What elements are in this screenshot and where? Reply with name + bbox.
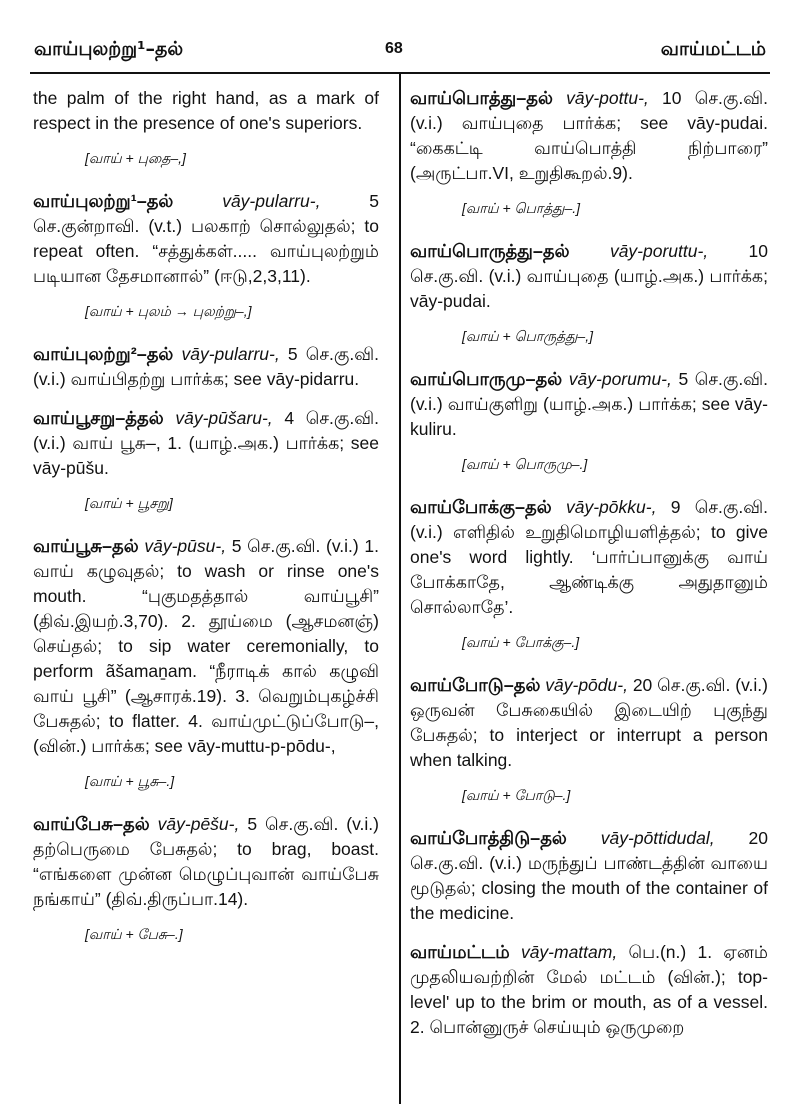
entry-definition: 5 செ.கு.வி. (v.i.) வாய்குளிறு (யாழ்.அக.) பார்க்க; see vāy-kuliru. [410, 369, 768, 439]
entry-headword: வாய்புலற்று¹–தல் [33, 191, 174, 211]
entry-romanization: vāy-pōkku-, [566, 497, 657, 517]
dictionary-entry [410, 673, 768, 773]
entry-definition: 10 செ.கு.வி. (v.i.) வாய்புதை (யாழ்.அக.) பார்க்க; vāy-pudai. [410, 241, 768, 311]
entry-romanization: vāy-pēšu-, [157, 814, 240, 834]
dictionary-entry [410, 239, 768, 314]
column-divider [399, 74, 401, 1104]
header-left-guideword: வாய்புலற்று¹–தல் [34, 38, 184, 60]
etymology-note: [வாய் + பொத்து–.] [462, 200, 581, 216]
entry-headword: வாய்போத்திடு–தல் [410, 828, 567, 848]
dictionary-entry [33, 342, 379, 392]
dictionary-entry [33, 534, 379, 759]
dictionary-entry [410, 86, 768, 186]
entry-definition: 4 செ.கு.வி. (v.i.) வாய் பூசு–, 1. (யாழ்.அக.) பார்க்க; see vāy-pūšu. [33, 408, 379, 478]
entry-romanization: vāy-poruttu-, [609, 241, 709, 261]
entry-definition: 20 செ.கு.வி. (v.i.) ஒருவன் பேசுகையில் இடையிற் புகுந்து பேசுதல்; to interject or interrupt a person when talking. [410, 675, 768, 770]
entry-definition: 5 செ.கு.வி. (v.i.) தற்பெருமை பேசுதல்; to brag, boast. “எங்களை முன்ன மெழுப்புவான் வாய்பேசு நங்காய்” (திவ்.திருப்பா.14). [33, 814, 379, 909]
entry-headword: வாய்பூசறு–த்தல் [33, 408, 164, 428]
etymology-note: [வாய் + புதை–,] [85, 150, 186, 166]
entry-romanization: vāy-pularru-, [181, 344, 280, 364]
entry-headword: வாய்பொருத்து–தல் [410, 241, 570, 261]
etymology-note: [வாய் + பேசு–.] [85, 926, 183, 942]
entry-definition: 5 செ.கு.வி. (v.i.) வாய்பிதற்று பார்க்க; see vāy-pidarru. [33, 344, 379, 389]
entry-romanization: vāy-mattam, [520, 942, 618, 962]
dictionary-entry [410, 495, 768, 620]
entry-headword: வாய்பொருமு–தல் [410, 369, 563, 389]
right-column [410, 86, 768, 1054]
entry-definition: 20 செ.கு.வி. (v.i.) மருந்துப் பாண்டத்தின் வாயை மூடுதல்; closing the mouth of the container of the medicine. [410, 828, 768, 923]
etymology-note: [வாய் + பொருத்து–,] [462, 328, 593, 344]
entry-headword: வாய்போக்கு–தல் [410, 497, 552, 517]
entry-definition: 10 செ.கு.வி. (v.i.) வாய்புதை பார்க்க; see vāy-pudai. “கைகட்டி வாய்பொத்தி நிற்பாரை” (அருட்பா.VI, உறுதிகூறல்.9). [410, 88, 768, 183]
entry-romanization: vāy-pottu-, [566, 88, 649, 108]
entry-definition: 9 செ.கு.வி. (v.i.) எளிதில் உறுதிமொழியளித்தல்; to give one's word lightly. ‘பார்ப்பானுக்கு வாய் போக்காதே, ஆண்டிக்கு அதுதானும் சொல்லாதே’. [410, 497, 768, 617]
entry-headword: வாய்போடு–தல் [410, 675, 541, 695]
entry-romanization: vāy-pōttidudal, [600, 828, 715, 848]
dictionary-entry [410, 940, 768, 1040]
entry-romanization: vāy-porumu-, [568, 369, 672, 389]
entry-romanization: vāy-pularru-, [222, 191, 321, 211]
dictionary-entry [33, 406, 379, 481]
etymology-note: [வாய் + பூசு–.] [85, 773, 175, 789]
entry-definition: பெ.(n.) 1. ஏனம் முதலியவற்றின் மேல் மட்டம் (வின்.); top-level' up to the brim or mouth, as of a vessel. 2. பொன்னுருச் செய்யும் ஒருமுறை [410, 942, 768, 1037]
entry-headword: வாய்பொத்து–தல் [410, 88, 553, 108]
entry-headword: வாய்மட்டம் [410, 942, 510, 962]
page-header [0, 38, 800, 72]
header-right-guideword: வாய்மட்டம் [660, 38, 766, 60]
dictionary-entry [410, 826, 768, 926]
entry-headword: வாய்பேசு–தல் [33, 814, 150, 834]
etymology-note: [வாய் + பொருமு–.] [462, 456, 588, 472]
dictionary-entry [33, 812, 379, 912]
etymology-note: [வாய் + புலம் → புலற்று–,] [85, 303, 252, 319]
continued-text: the palm of the right hand, as a mark of respect in the presence of one's superiors. [33, 88, 379, 133]
entry-definition: 5 செ.குன்றாவி. (v.t.) பலகாற் சொல்லுதல்; to repeat often. “சத்துக்கள்..... வாய்புலற்றும் படியான தேசமானால்” (ஈடு,2,3,11). [33, 191, 379, 286]
page-number: 68 [385, 40, 403, 57]
entry-definition: 5 செ.கு.வி. (v.i.) 1. வாய் கழுவுதல்; to wash or rinse one's mouth. “புகுமதத்தால் வாய்பூசி” (திவ்.இயற்.3,70). 2. தூய்மை (ஆசமனஞ்) செய்தல்; to sip water ceremonially, to perform ãšamaṉam. “நீராடிக் கால் கழுவி வாய் பூசி” (ஆசாரக்.19). 3. வெறும்புகழ்ச்சி பேசுதல்; to flatter. 4. வாய்முட்டுப்போடு–, (வின்.) பார்க்க; see vāy-muttu-p-pōdu-, [33, 536, 379, 756]
entry-romanization: vāy-pūšaru-, [175, 408, 273, 428]
entry-headword: வாய்பூசு–தல் [33, 536, 139, 556]
entry-romanization: vāy-pōdu-, [545, 675, 628, 695]
dictionary-entry [33, 189, 379, 289]
etymology-note: [வாய் + பூசறு] [85, 495, 173, 511]
dictionary-entry [410, 367, 768, 442]
left-column [33, 86, 379, 965]
entry-headword: வாய்புலற்று²–தல் [33, 344, 174, 364]
entry-romanization: vāy-pūsu-, [144, 536, 227, 556]
etymology-note: [வாய் + போக்கு–.] [462, 634, 580, 650]
etymology-note: [வாய் + போடு–.] [462, 787, 571, 803]
